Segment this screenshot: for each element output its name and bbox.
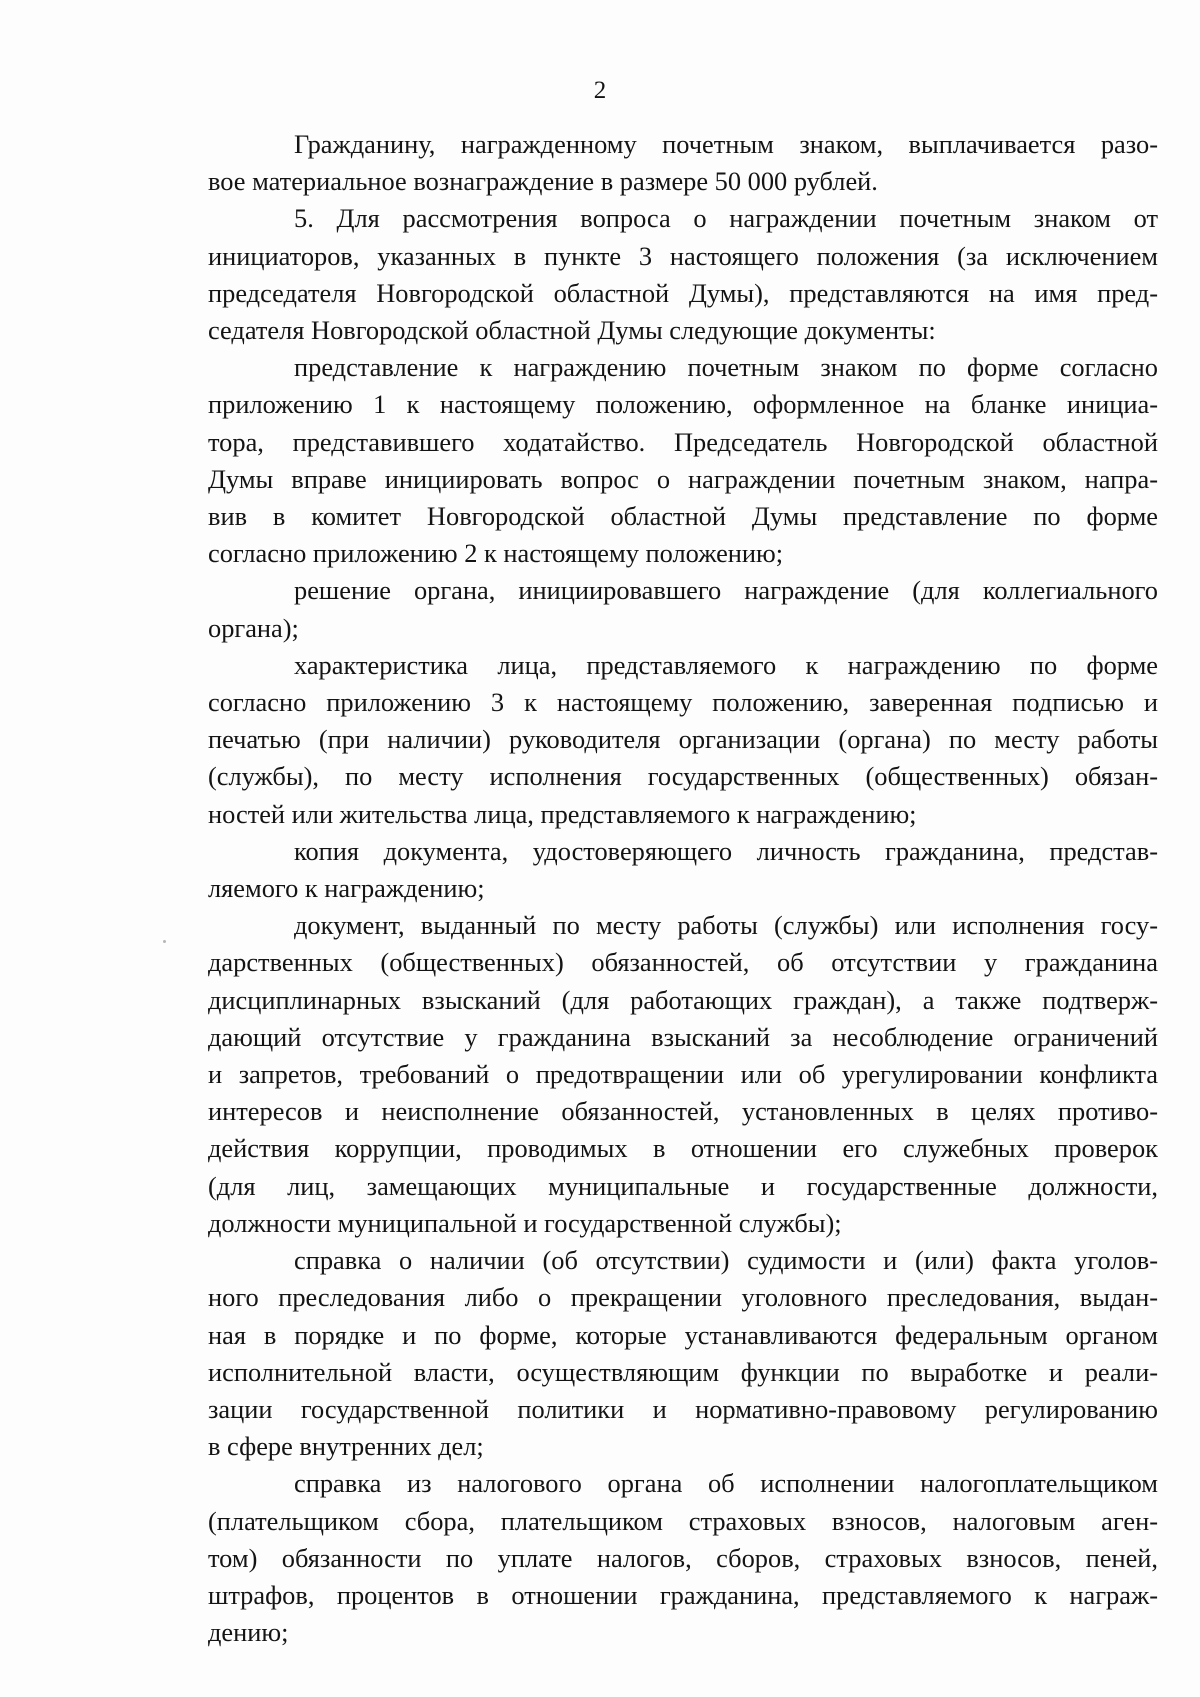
paragraph-tax-certificate xyxy=(208,1465,1158,1651)
text-line: (для лиц, замещающих муниципальные и государственные должности, xyxy=(208,1170,1158,1201)
text-line: справка о наличии (об отсутствии) судимости и (или) факта уголов- xyxy=(294,1245,1158,1276)
text-line: ная в порядке и по форме, которые устанавливаются федеральным органом xyxy=(208,1319,1158,1350)
text-line: ляемого к награждению; xyxy=(208,873,485,904)
text-line: действия коррупции, проводимых в отношении его служебных проверок xyxy=(208,1133,1158,1164)
text-line: вив в комитет Новгородской областной Думы представление по форме xyxy=(208,501,1158,532)
text-line: решение органа, инициировавшего награждение (для коллегиального xyxy=(294,575,1158,606)
text-line: Думы вправе инициировать вопрос о награждении почетным знаком, напра- xyxy=(208,463,1158,494)
paragraph-characteristic xyxy=(208,647,1158,833)
text-line: тора, представившего ходатайство. Председатель Новгородской областной xyxy=(208,426,1158,457)
paragraph-item-5 xyxy=(208,200,1158,349)
paragraph-decision xyxy=(208,572,1158,646)
text-line: копия документа, удостоверяющего личность гражданина, представ- xyxy=(294,835,1158,866)
text-line: согласно приложению 2 к настоящему положению; xyxy=(208,538,784,569)
paragraph-reward xyxy=(208,126,1158,200)
text-line: дению; xyxy=(208,1617,289,1648)
text-line: 5. Для рассмотрения вопроса о награждении почетным знаком от xyxy=(294,203,1158,234)
text-line: вое материальное вознаграждение в размере 50 000 рублей. xyxy=(208,166,878,197)
text-line: и запретов, требований о предотвращении или об урегулировании конфликта xyxy=(208,1059,1158,1090)
text-line: печатью (при наличии) руководителя организации (органа) по месту работы xyxy=(208,724,1158,755)
text-line: председателя Новгородской областной Думы), представляются на имя пред- xyxy=(208,277,1158,308)
paragraph-work-document xyxy=(208,907,1158,1242)
text-line: документ, выданный по месту работы (службы) или исполнения госу- xyxy=(294,910,1158,941)
text-line: ного преследования либо о прекращении уголовного преследования, выдан- xyxy=(208,1282,1158,1313)
text-line: дарственных (общественных) обязанностей, об отсутствии у гражданина xyxy=(208,947,1158,978)
text-line: характеристика лица, представляемого к награждению по форме xyxy=(294,649,1158,680)
text-line: представление к награждению почетным знаком по форме согласно xyxy=(294,352,1158,383)
text-line: зации государственной политики и нормативно-правовому регулированию xyxy=(208,1393,1158,1424)
paragraph-submission xyxy=(208,349,1158,572)
page-number: 2 xyxy=(593,77,607,104)
text-line: должности муниципальной и государственной службы); xyxy=(208,1207,842,1238)
text-line: штрафов, процентов в отношении гражданина, представляемого к награж- xyxy=(208,1579,1158,1610)
text-line: исполнительной власти, осуществляющим функции по выработке и реали- xyxy=(208,1356,1158,1387)
paragraph-criminal-record xyxy=(208,1242,1158,1465)
text-line: дающий отсутствие у гражданина взысканий за несоблюдение ограничений xyxy=(208,1021,1158,1052)
text-line: интересов и неисполнение обязанностей, установленных в целях противо- xyxy=(208,1096,1158,1127)
text-line: инициаторов, указанных в пункте 3 настоящего положения (за исключением xyxy=(208,240,1158,271)
text-line: справка из налогового органа об исполнении налогоплательщиком xyxy=(294,1468,1158,1499)
document-body xyxy=(208,126,1158,1651)
text-line: (плательщиком сбора, плательщиком страховых взносов, налоговым аген- xyxy=(208,1505,1158,1536)
text-line: том) обязанности по уплате налогов, сборов, страховых взносов, пеней, xyxy=(208,1542,1158,1573)
text-line: в сфере внутренних дел; xyxy=(208,1431,484,1462)
text-line: дисциплинарных взысканий (для работающих граждан), а также подтверж- xyxy=(208,984,1158,1015)
text-line: приложению 1 к настоящему положению, оформленное на бланке инициа- xyxy=(208,389,1158,420)
text-line: Гражданину, награжденному почетным знаком, выплачивается разо- xyxy=(294,129,1158,159)
text-line: ностей или жительства лица, представляемого к награждению; xyxy=(208,798,917,829)
paragraph-id-copy xyxy=(208,833,1158,907)
text-line: (службы), по месту исполнения государственных (общественных) обязан- xyxy=(208,761,1158,792)
text-line: органа); xyxy=(208,612,299,643)
text-line: седателя Новгородской областной Думы следующие документы: xyxy=(208,315,936,346)
text-line: согласно приложению 3 к настоящему положению, заверенная подписью и xyxy=(208,687,1158,718)
scan-speck xyxy=(163,940,166,943)
